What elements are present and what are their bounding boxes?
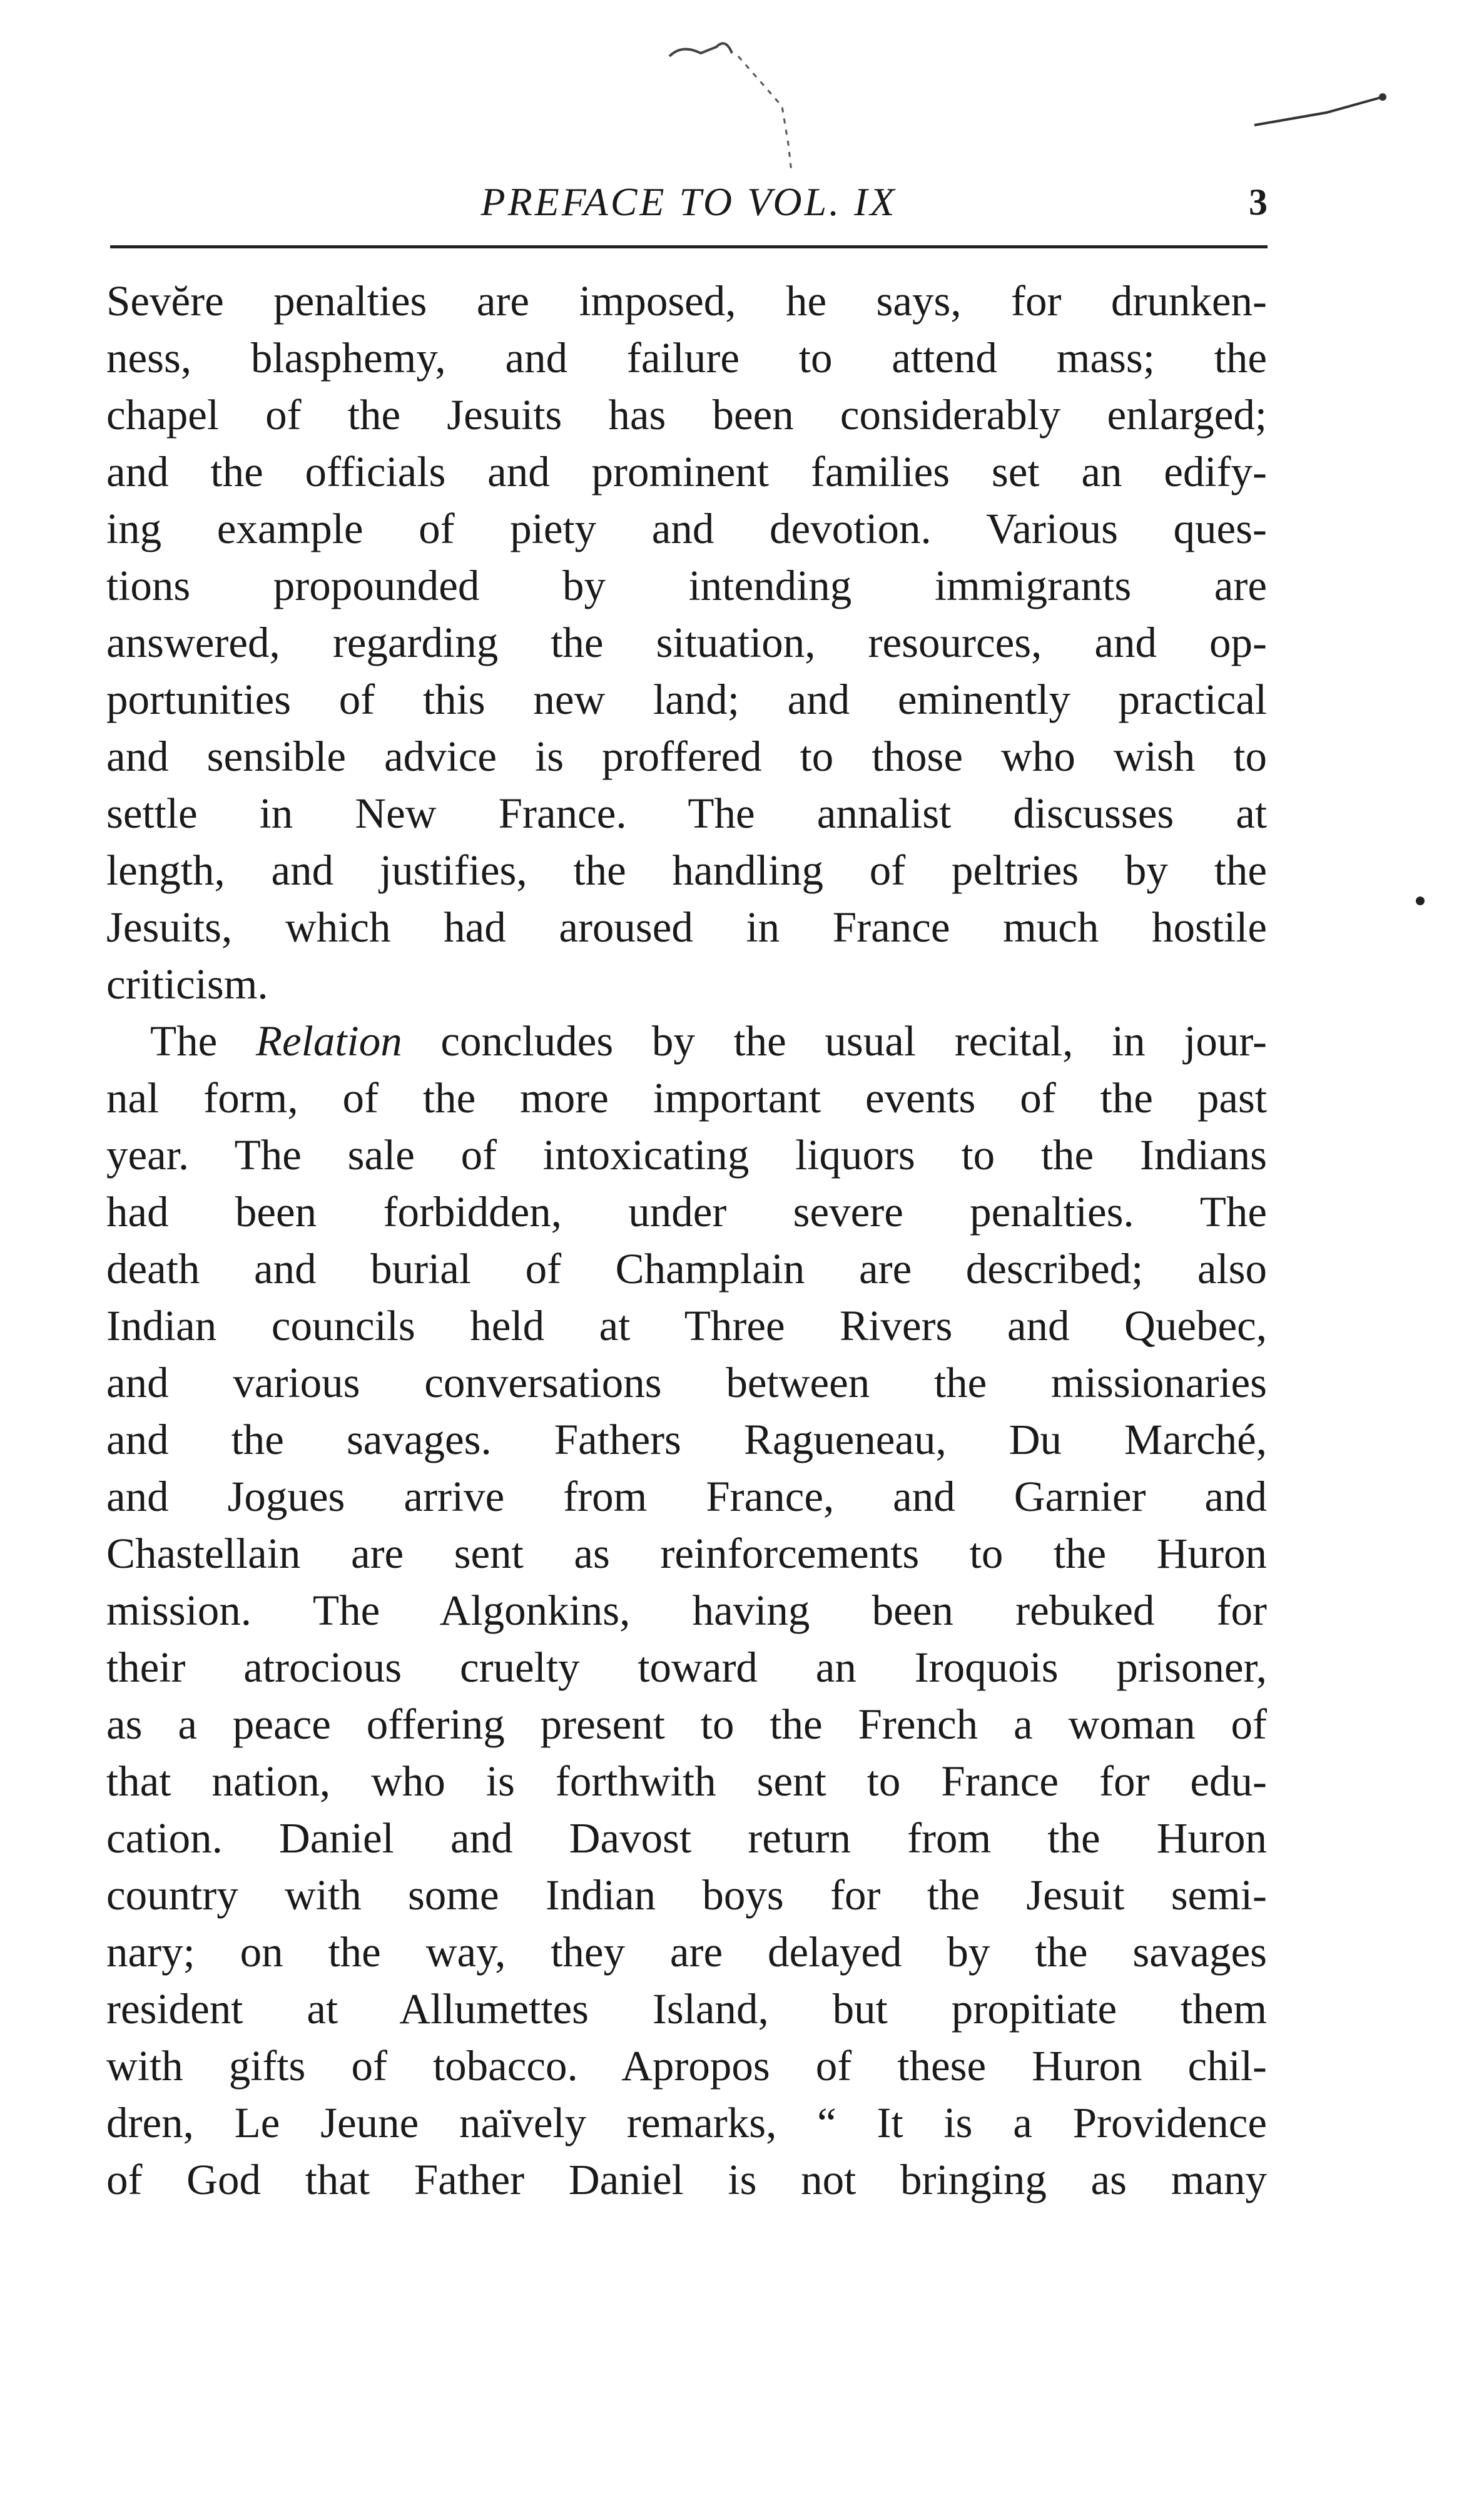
scan-mark-dot: [1414, 895, 1426, 907]
text-line: length, and justifies, the handling of peltries by the: [106, 846, 1267, 894]
text-line: dren, Le Jeune naïvely remarks, “ It is a Providence: [106, 2099, 1267, 2147]
page-number: 3: [1249, 181, 1268, 223]
text-line: Sevĕre penalties are imposed, he says, for drunken-: [106, 277, 1267, 325]
running-head: [110, 172, 1268, 228]
text-line: nary; on the way, they are delayed by the savages: [106, 1928, 1267, 1976]
text-line: Indian councils held at Three Rivers and Quebec,: [106, 1302, 1267, 1349]
text-line: mission. The Algonkins, having been rebuked for: [106, 1587, 1267, 1634]
text-line: as a peace offering present to the French a woman of: [106, 1700, 1267, 1748]
header-rule: [110, 245, 1268, 248]
text-line: tions propounded by intending immigrants are: [106, 562, 1267, 609]
text-line: [106, 1013, 1267, 1070]
text-line: resident at Allumettes Island, but propitiate them: [106, 1985, 1267, 2033]
text-line: year. The sale of intoxicating liquors to the Indians: [106, 1131, 1267, 1179]
text-line: nal form, of the more important events of the past: [106, 1074, 1267, 1122]
text-line: Chastellain are sent as reinforcements to the Huron: [106, 1530, 1267, 1577]
text-line: and Jogues arrive from France, and Garnier and: [106, 1473, 1267, 1520]
text-line: answered, regarding the situation, resources, and op-: [106, 619, 1267, 666]
text-line: and the officials and prominent families set an edify-: [106, 448, 1267, 495]
text-line: and the savages. Fathers Ragueneau, Du Marché,: [106, 1416, 1267, 1463]
text-line: ing example of piety and devotion. Various ques-: [106, 505, 1267, 552]
text-line: their atrocious cruelty toward an Iroquois prisoner,: [106, 1644, 1267, 1691]
text-line: with gifts of tobacco. Apropos of these Huron chil-: [106, 2042, 1267, 2090]
line-lead: The: [150, 1017, 256, 1065]
text-line: that nation, who is forthwith sent to France for edu-: [106, 1757, 1267, 1805]
text-line: settle in New France. The annalist discusses at: [106, 790, 1267, 837]
text-line: country with some Indian boys for the Jesuit semi-: [106, 1871, 1267, 1919]
line-rest: concludes by the usual recital, in jour-: [402, 1017, 1267, 1065]
text-line: chapel of the Jesuits has been considerably enlarged;: [106, 391, 1267, 439]
scan-mark-top: [657, 19, 820, 175]
body-text: [106, 273, 1267, 2208]
text-line: and sensible advice is proffered to those who wish to: [106, 733, 1267, 780]
relation-title: Relation: [255, 1017, 402, 1065]
paragraph-2: [106, 1013, 1267, 2208]
running-title: PREFACE TO VOL. IX: [480, 180, 897, 224]
scan-mark-right: [1251, 88, 1389, 138]
text-line: criticism.: [106, 960, 268, 1008]
text-line: had been forbidden, under severe penalties. The: [106, 1188, 1267, 1236]
text-line: portunities of this new land; and eminently practical: [106, 676, 1267, 723]
text-line: death and burial of Champlain are described; also: [106, 1245, 1267, 1293]
paragraph-1: [106, 273, 1267, 1013]
text-line: cation. Daniel and Davost return from the Huron: [106, 1814, 1267, 1862]
text-line: Jesuits, which had aroused in France much hostile: [106, 903, 1267, 951]
text-line: of God that Father Daniel is not bringing as many: [106, 2156, 1267, 2203]
text-line: ness, blasphemy, and failure to attend mass; the: [106, 334, 1267, 382]
text-line: and various conversations between the missionaries: [106, 1359, 1267, 1406]
